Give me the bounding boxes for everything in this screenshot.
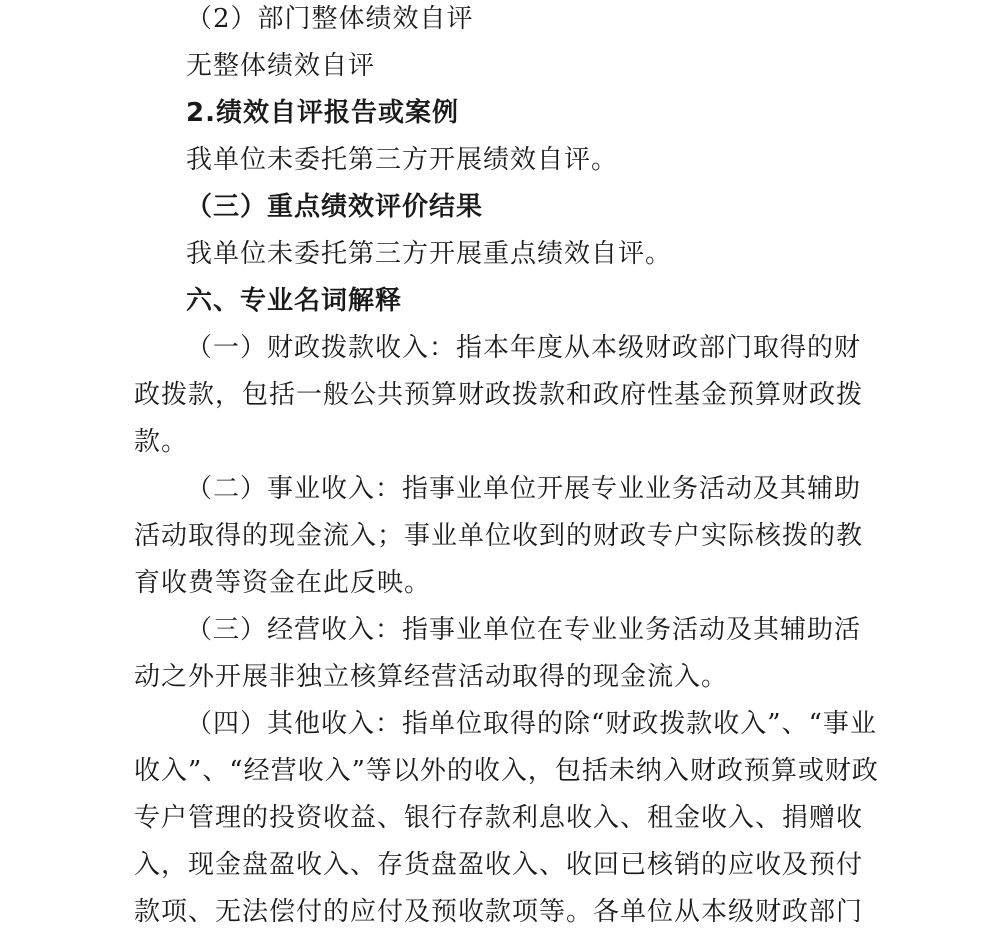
term-fiscal-allocation-line-2: 政拨款，包括一般公共预算财政拨款和政府性基金预算财政拨 (134, 380, 864, 410)
paragraph-no-key-eval: 我单位未委托第三方开展重点绩效自评。 (186, 239, 673, 269)
term-other-income-line-2: 收入”、“经营收入”等以外的收入，包括未纳入财政预算或财政 (134, 756, 879, 786)
term-business-income-line-2: 活动取得的现金流入；事业单位收到的财政专户实际核拨的教 (134, 521, 864, 551)
term-other-income-line-5: 款项、无法偿付的应付及预收款项等。各单位从本级财政部门 (134, 897, 864, 927)
term-other-income-line-1: （四）其他收入：指单位取得的除“财政拨款收入”、“事业 (186, 709, 877, 739)
term-fiscal-allocation-line-3: 款。 (134, 427, 189, 457)
term-other-income-line-4: 入，现金盘盈收入、存货盘盈收入、收回已核销的应收及预付 (134, 850, 864, 880)
term-operating-income-line-1: （三）经营收入：指事业单位在专业业务活动及其辅助活 (186, 615, 862, 645)
paragraph-no-self-eval: 无整体绩效自评 (186, 51, 376, 81)
paragraph-no-third-party: 我单位未委托第三方开展绩效自评。 (186, 145, 619, 175)
heading-terminology: 六、专业名词解释 (186, 286, 403, 316)
term-operating-income-line-2: 动之外开展非独立核算经营活动取得的现金流入。 (134, 662, 729, 692)
term-fiscal-allocation-line-1: （一）财政拨款收入：指本年度从本级财政部门取得的财 (186, 333, 862, 363)
heading-key-eval-results: （三）重点绩效评价结果 (186, 192, 484, 222)
heading-self-eval-report: 2.绩效自评报告或案例 (186, 98, 459, 128)
term-other-income-line-3: 专户管理的投资收益、银行存款利息收入、租金收入、捐赠收 (134, 803, 864, 833)
subheading-dept-self-eval: （2）部门整体绩效自评 (186, 4, 474, 34)
term-business-income-line-1: （二）事业收入：指事业单位开展专业业务活动及其辅助 (186, 474, 862, 504)
term-business-income-line-3: 育收费等资金在此反映。 (134, 568, 432, 598)
